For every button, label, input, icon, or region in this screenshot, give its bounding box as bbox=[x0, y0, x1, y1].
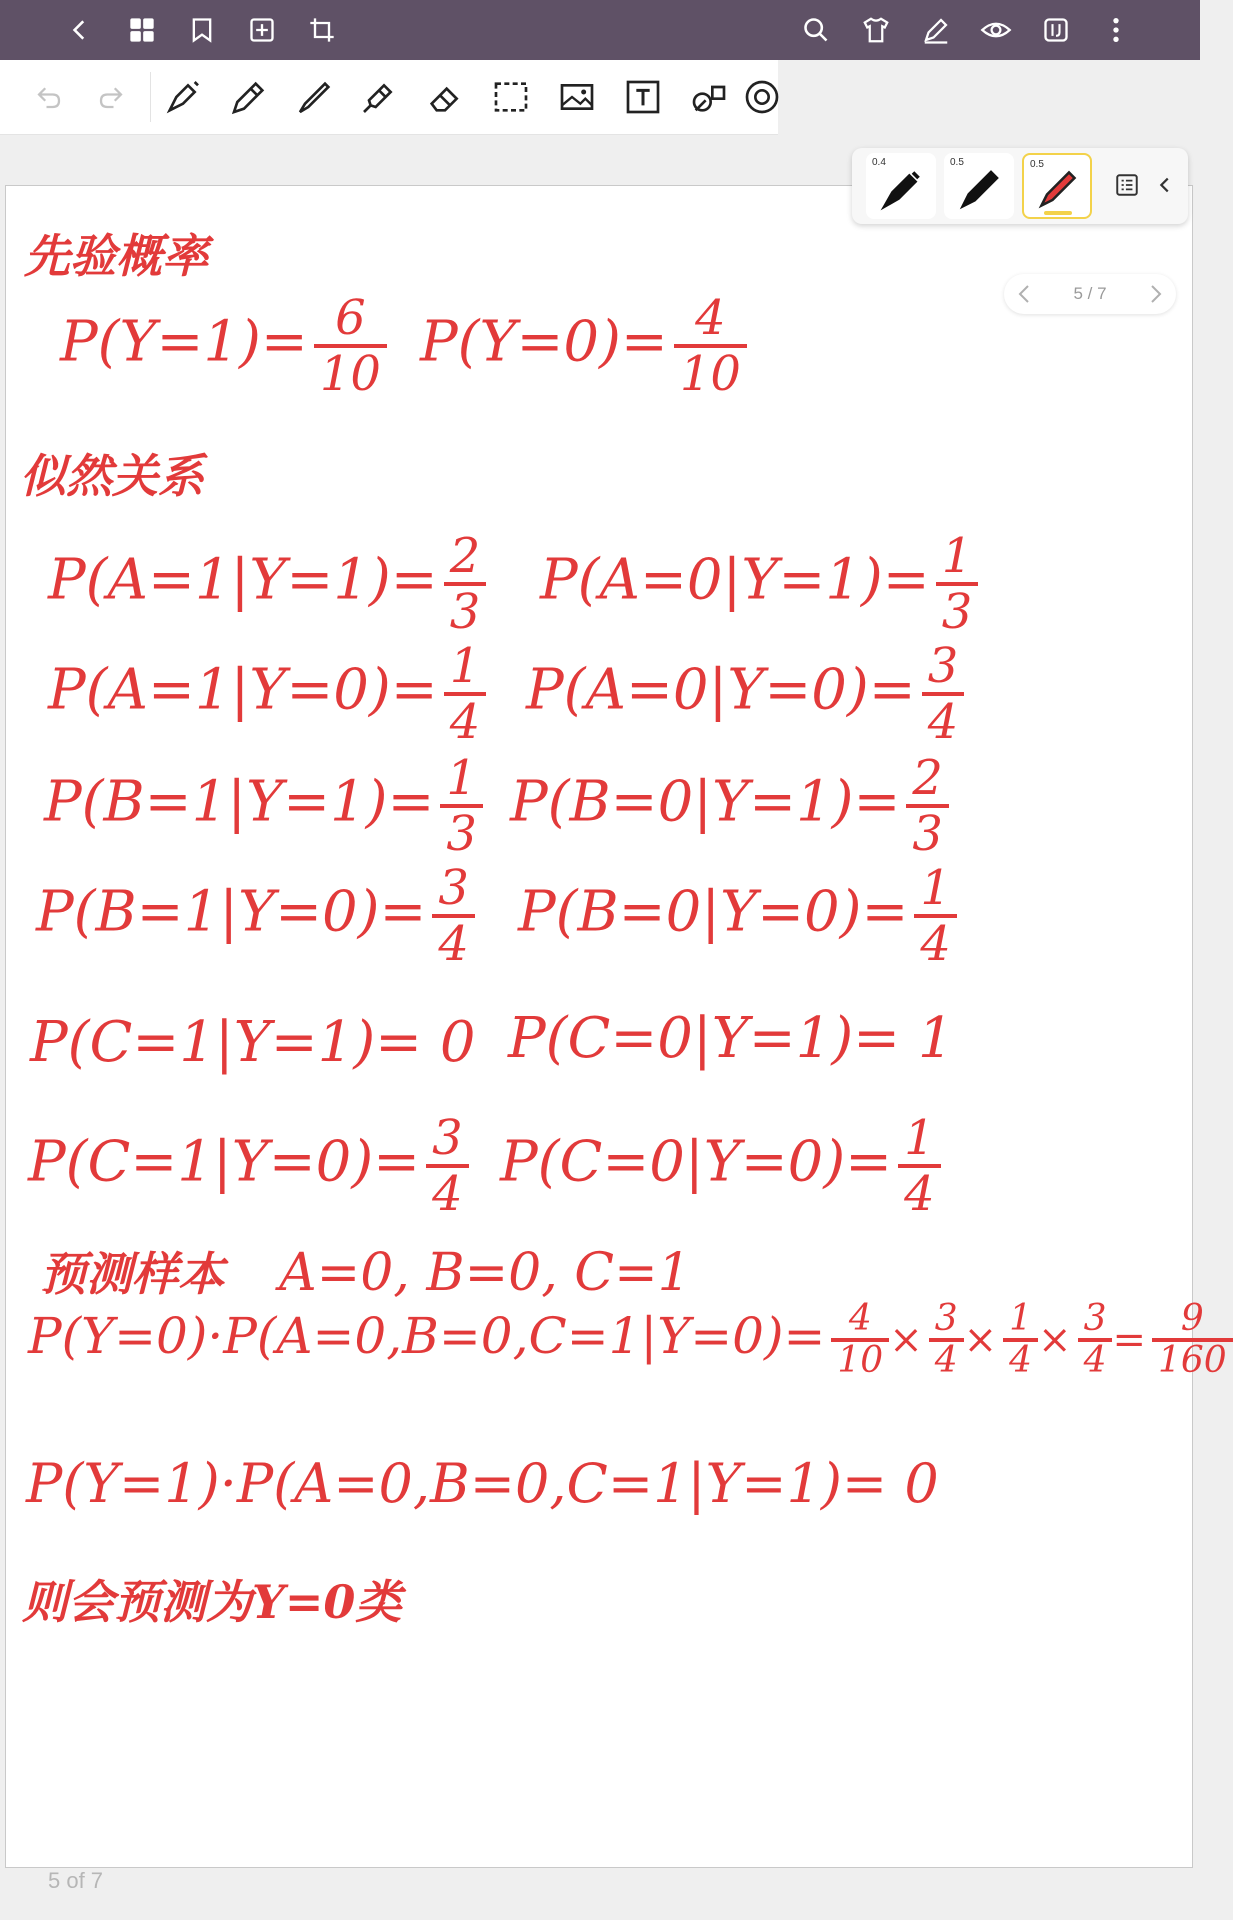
page-navigator bbox=[1004, 274, 1176, 314]
active-underline bbox=[1044, 211, 1072, 215]
pen-size-label: 0.4 bbox=[872, 157, 886, 168]
lasso-select-icon[interactable] bbox=[488, 74, 534, 120]
pen-size-label: 0.5 bbox=[1030, 159, 1044, 170]
ballpoint-pen-icon bbox=[958, 167, 1002, 211]
fraction-denominator: 10 bbox=[314, 344, 387, 400]
toolbar-divider bbox=[150, 72, 151, 122]
collapse-icon[interactable] bbox=[1154, 172, 1176, 203]
likelihood-c1-y0 bbox=[28, 1112, 469, 1220]
search-icon[interactable] bbox=[796, 10, 836, 50]
conclusion: 则会预测为Y=0类 bbox=[22, 1575, 402, 1629]
drawing-toolbar bbox=[0, 60, 778, 135]
formula-lhs: P(B=1|Y=0)= bbox=[36, 879, 427, 945]
pencil-icon[interactable] bbox=[226, 74, 272, 120]
pen-settings-icon[interactable] bbox=[1114, 172, 1140, 203]
undo-icon[interactable] bbox=[26, 74, 72, 120]
fraction-numerator: 3 bbox=[934, 1298, 958, 1339]
eye-icon[interactable] bbox=[976, 10, 1016, 50]
fraction-numerator: 2 bbox=[449, 528, 481, 584]
fraction-denominator: 3 bbox=[440, 804, 483, 860]
fraction-denominator: 4 bbox=[898, 1164, 941, 1220]
operator: × bbox=[889, 1317, 923, 1363]
fraction-denominator: 4 bbox=[922, 692, 965, 748]
formula-lhs: P(B=1|Y=1)= bbox=[44, 769, 435, 835]
operator: × bbox=[963, 1317, 998, 1363]
layout-icon[interactable] bbox=[1036, 10, 1076, 50]
formula-lhs: P(Y=0)·P(A=0,B=0,C=1|Y=0)= bbox=[28, 1307, 826, 1365]
pen-size-label: 0.5 bbox=[950, 157, 964, 168]
fraction-numerator: 1 bbox=[449, 638, 481, 694]
crop-icon[interactable] bbox=[302, 10, 342, 50]
fraction-numerator: 1 bbox=[904, 1110, 935, 1166]
pen-selector bbox=[852, 148, 1188, 224]
fraction-numerator: 4 bbox=[848, 1298, 872, 1339]
prior-heading: 先验概率 bbox=[24, 229, 208, 283]
more-icon[interactable] bbox=[1096, 10, 1136, 50]
predict-heading: 预测样本 bbox=[40, 1247, 224, 1301]
formula-lhs: P(A=1|Y=0)= bbox=[48, 657, 438, 723]
fraction-denominator: 4 bbox=[426, 1164, 469, 1220]
red-pen-icon bbox=[1036, 167, 1080, 211]
likelihood-c0-y1: P(C=0|Y=1)= 1 bbox=[508, 1006, 954, 1071]
fountain-pen-icon bbox=[880, 167, 924, 211]
fraction-denominator: 4 bbox=[929, 1338, 964, 1380]
likelihood-a0-y1 bbox=[540, 530, 978, 638]
formula-lhs: P(A=0|Y=0)= bbox=[526, 657, 916, 723]
redo-icon[interactable] bbox=[88, 74, 134, 120]
fraction-numerator: 2 bbox=[912, 750, 943, 806]
fraction-denominator: 3 bbox=[936, 582, 979, 638]
fraction-denominator: 10 bbox=[831, 1338, 889, 1380]
likelihood-b1-y1 bbox=[44, 752, 483, 860]
text-icon[interactable] bbox=[620, 74, 666, 120]
formula-lhs: P(Y=0)= bbox=[420, 309, 668, 375]
likelihood-b0-y1 bbox=[510, 752, 949, 860]
predict-sample: A=0, B=0, C=1 bbox=[279, 1243, 691, 1303]
pen-slot-3-active[interactable] bbox=[1022, 153, 1092, 219]
fraction-numerator: 6 bbox=[335, 290, 366, 346]
likelihood-a1-y0 bbox=[48, 640, 486, 748]
fraction-numerator: 1 bbox=[920, 860, 951, 916]
calc-y1: P(Y=1)·P(A=0,B=0,C=1|Y=1)= 0 bbox=[26, 1452, 939, 1515]
likelihood-c0-y0 bbox=[500, 1112, 941, 1220]
prior-y0 bbox=[420, 292, 747, 400]
pen-edit-icon[interactable] bbox=[916, 10, 956, 50]
formula-lhs: P(B=0|Y=0)= bbox=[518, 879, 909, 945]
bookmark-icon[interactable] bbox=[182, 10, 222, 50]
formula-lhs: P(A=0|Y=1)= bbox=[540, 547, 930, 613]
fraction-numerator: 1 bbox=[1009, 1298, 1033, 1339]
formula-lhs: P(A=1|Y=1)= bbox=[48, 547, 438, 613]
fraction-numerator: 4 bbox=[695, 290, 726, 346]
likelihood-b0-y0 bbox=[518, 862, 957, 970]
fraction-denominator: 4 bbox=[914, 914, 957, 970]
more-tool-icon[interactable] bbox=[742, 74, 772, 120]
fraction-numerator: 1 bbox=[941, 528, 973, 584]
formula-lhs: P(Y=1)= bbox=[60, 309, 308, 375]
page-footer: 5 of 7 bbox=[48, 1868, 104, 1893]
fraction-numerator: 9 bbox=[1180, 1298, 1204, 1339]
top-app-bar bbox=[0, 0, 1200, 60]
ballpoint-pen-icon[interactable] bbox=[292, 74, 338, 120]
fraction-denominator: 4 bbox=[1003, 1338, 1038, 1380]
fraction-denominator: 3 bbox=[444, 582, 487, 638]
add-page-icon[interactable] bbox=[242, 10, 282, 50]
operator: × bbox=[1038, 1317, 1072, 1363]
next-page-icon[interactable] bbox=[1142, 280, 1170, 308]
back-icon[interactable] bbox=[60, 10, 100, 50]
likelihood-heading: 似然关系 bbox=[20, 449, 204, 503]
fraction-denominator: 10 bbox=[674, 344, 747, 400]
calc-y0 bbox=[28, 1300, 1233, 1380]
fountain-pen-icon[interactable] bbox=[160, 74, 206, 120]
formula-lhs: P(C=1|Y=0)= bbox=[28, 1129, 421, 1195]
fraction-denominator: 4 bbox=[432, 914, 475, 970]
fraction-numerator: 1 bbox=[446, 750, 477, 806]
fraction-numerator: 3 bbox=[432, 1110, 463, 1166]
shirt-icon[interactable] bbox=[856, 10, 896, 50]
pen-slot-1[interactable] bbox=[866, 153, 936, 219]
fraction-denominator: 4 bbox=[444, 692, 487, 748]
fraction-numerator: 3 bbox=[927, 638, 959, 694]
fraction-numerator: 3 bbox=[1083, 1298, 1107, 1339]
eraser-icon[interactable] bbox=[422, 74, 468, 120]
predict-row bbox=[40, 1238, 691, 1304]
formula-lhs: P(B=0|Y=1)= bbox=[510, 769, 901, 835]
prior-y1 bbox=[60, 292, 387, 400]
formula-lhs: P(C=0|Y=0)= bbox=[500, 1129, 893, 1195]
shape-icon[interactable] bbox=[686, 74, 732, 120]
fraction-denominator: 4 bbox=[1078, 1338, 1113, 1380]
likelihood-b1-y0 bbox=[36, 862, 475, 970]
image-icon[interactable] bbox=[554, 74, 600, 120]
fraction-denominator: 3 bbox=[906, 804, 949, 860]
page-indicator: 5 / 7 bbox=[1073, 284, 1107, 303]
likelihood-a0-y0 bbox=[526, 640, 964, 748]
fraction-numerator: 3 bbox=[438, 860, 469, 916]
pen-slot-2[interactable] bbox=[944, 153, 1014, 219]
fraction-denominator: 160 bbox=[1152, 1338, 1233, 1380]
likelihood-c1-y1: P(C=1|Y=1)= 0 bbox=[30, 1010, 476, 1075]
grid-icon[interactable] bbox=[122, 10, 162, 50]
highlighter-icon[interactable] bbox=[356, 74, 402, 120]
likelihood-a1-y1 bbox=[48, 530, 486, 638]
operator: = bbox=[1112, 1317, 1146, 1363]
